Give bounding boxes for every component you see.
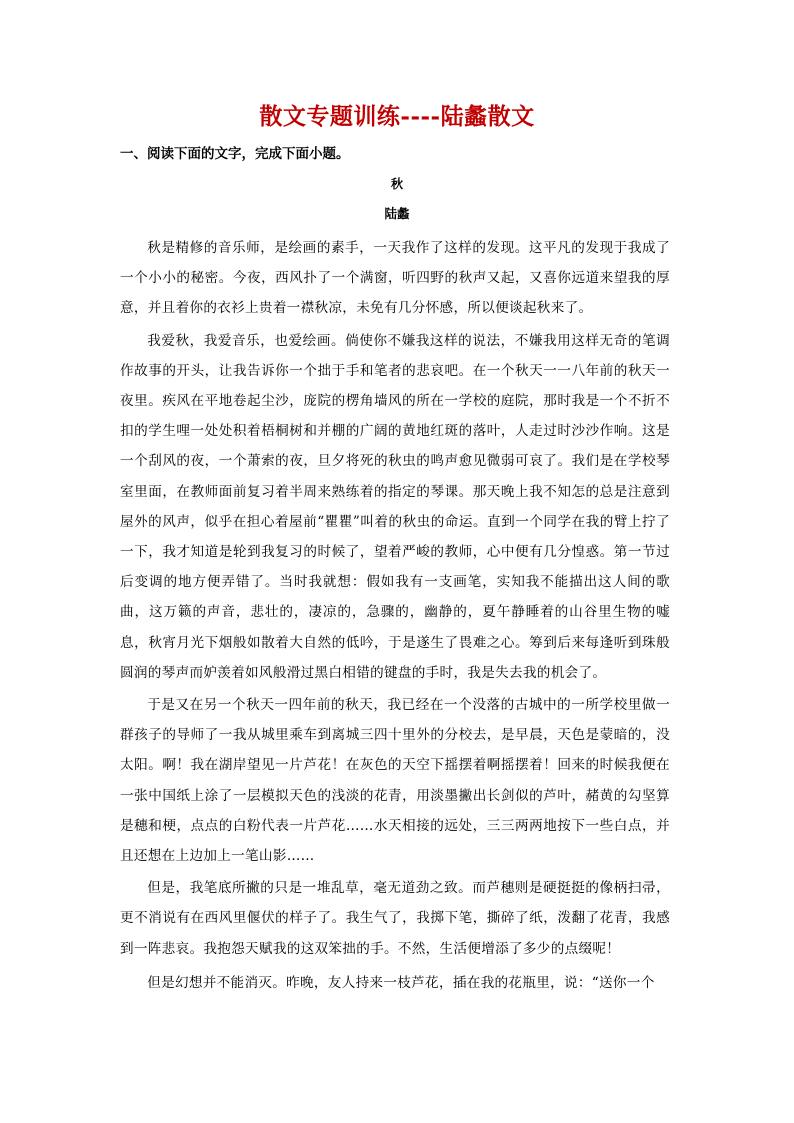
question-instruction: 一、阅读下面的文字，完成下面小题。 [120,146,350,162]
essay-paragraph: 但是幻想并不能消灭。昨晚，友人持来一枝芦花，插在我的花瓶里，说：“送你一个 [147,974,655,991]
essay-paragraph: 我爱秋，我爱音乐，也爱绘画。倘使你不嫌我这样的说法，不嫌我用这样无奇的笔调作故事的开头，让我告诉你一个拙于手和笔者的悲哀吧。在一个秋天一一八年前的秋天一夜里。疾风在平地卷起尘沙，庞院的楞角墙风的所在一学校的庭院，那时我是一个不折不扣的学生哩一处处积着梧桐树和并棚的广阔的黄地红斑的落叶，人走过时沙沙作响。这是一个刮风的夜，一个萧索的夜，旦夕将死的秋虫的鸣声愈见微弱可哀了。我们是在学校琴室里面，在教师面前复习着半周来熟练着的指定的琴课。那天晚上我不知怎的总是注意到屋外的风声，似乎在担心着屋前“瞿瞿”叫着的秋虫的命运。直到一个同学在我的臂上拧了一下，我才知道是轮到我复习的时候了，望着严峻的教师，心中便有几分惶惑。第一节过后变调的地方便弄错了。当时我就想：假如我有一支画笔，实知我不能描出这人间的歌曲，这万籁的声音，悲壮的，凄凉的，急骤的，幽静的，夏午静睡着的山谷里生物的嘘息，秋宵月光下烟般如散着大自然的低吟，于是遂生了畏难之心。筹到后来每逢听到珠般圆润的琴声而妒羡着如风般滑过黑白相错的键盘的手时，我是失去我的机会了。 [120,332,670,681]
document-title: 散文专题训练----陆蠡散文 [259,103,535,130]
essay-paragraph: 秋是精修的音乐师，是绘画的素手，一天我作了这样的发现。这平凡的发现于我成了一个小小的秘密。今夜，西风扑了一个满窗，听四野的秋声又起，又喜你远道来望我的厚意，并且着你的衣衫上贵着一襟秋凉，未免有几分怀感，所以便谈起秋来了。 [120,240,670,317]
essay-title: 秋 [390,177,403,191]
essay-body [120,233,670,1000]
essay-author: 陆蠡 [384,206,410,221]
essay-paragraph: 但是，我笔底所撇的只是一堆乱草，毫无道劲之致。而芦穗则是硬挺挺的像柄扫帚，更不消说有在西风里偃伏的样子了。我生气了，我掷下笔，撕碎了纸，泼翻了花青，我感到一阵悲哀。我抱怨天赋我的这双笨拙的手。不然，生活便增添了多少的点缀呢！ [120,880,670,957]
essay-paragraph: 于是又在另一个秋天一四年前的秋天，我已经在一个没落的古城中的一所学校里做一群孩子的导师了一我从城里乘车到离城三四十里外的分校去，是早晨，天色是蒙暗的，没太阳。啊！我在湖岸望见一片芦花！在灰色的天空下摇摆着啊摇摆着！回来的时候我便在一张中国纸上涂了一层模拟天色的浅淡的花青，用淡墨撇出长剑似的芦叶，赭黄的勾坚算是穗和梗，点点的白粉代表一片芦花……水天相接的远处，三三两两地按下一些白点，并且还想在上边加上一笔山影…… [120,697,670,865]
